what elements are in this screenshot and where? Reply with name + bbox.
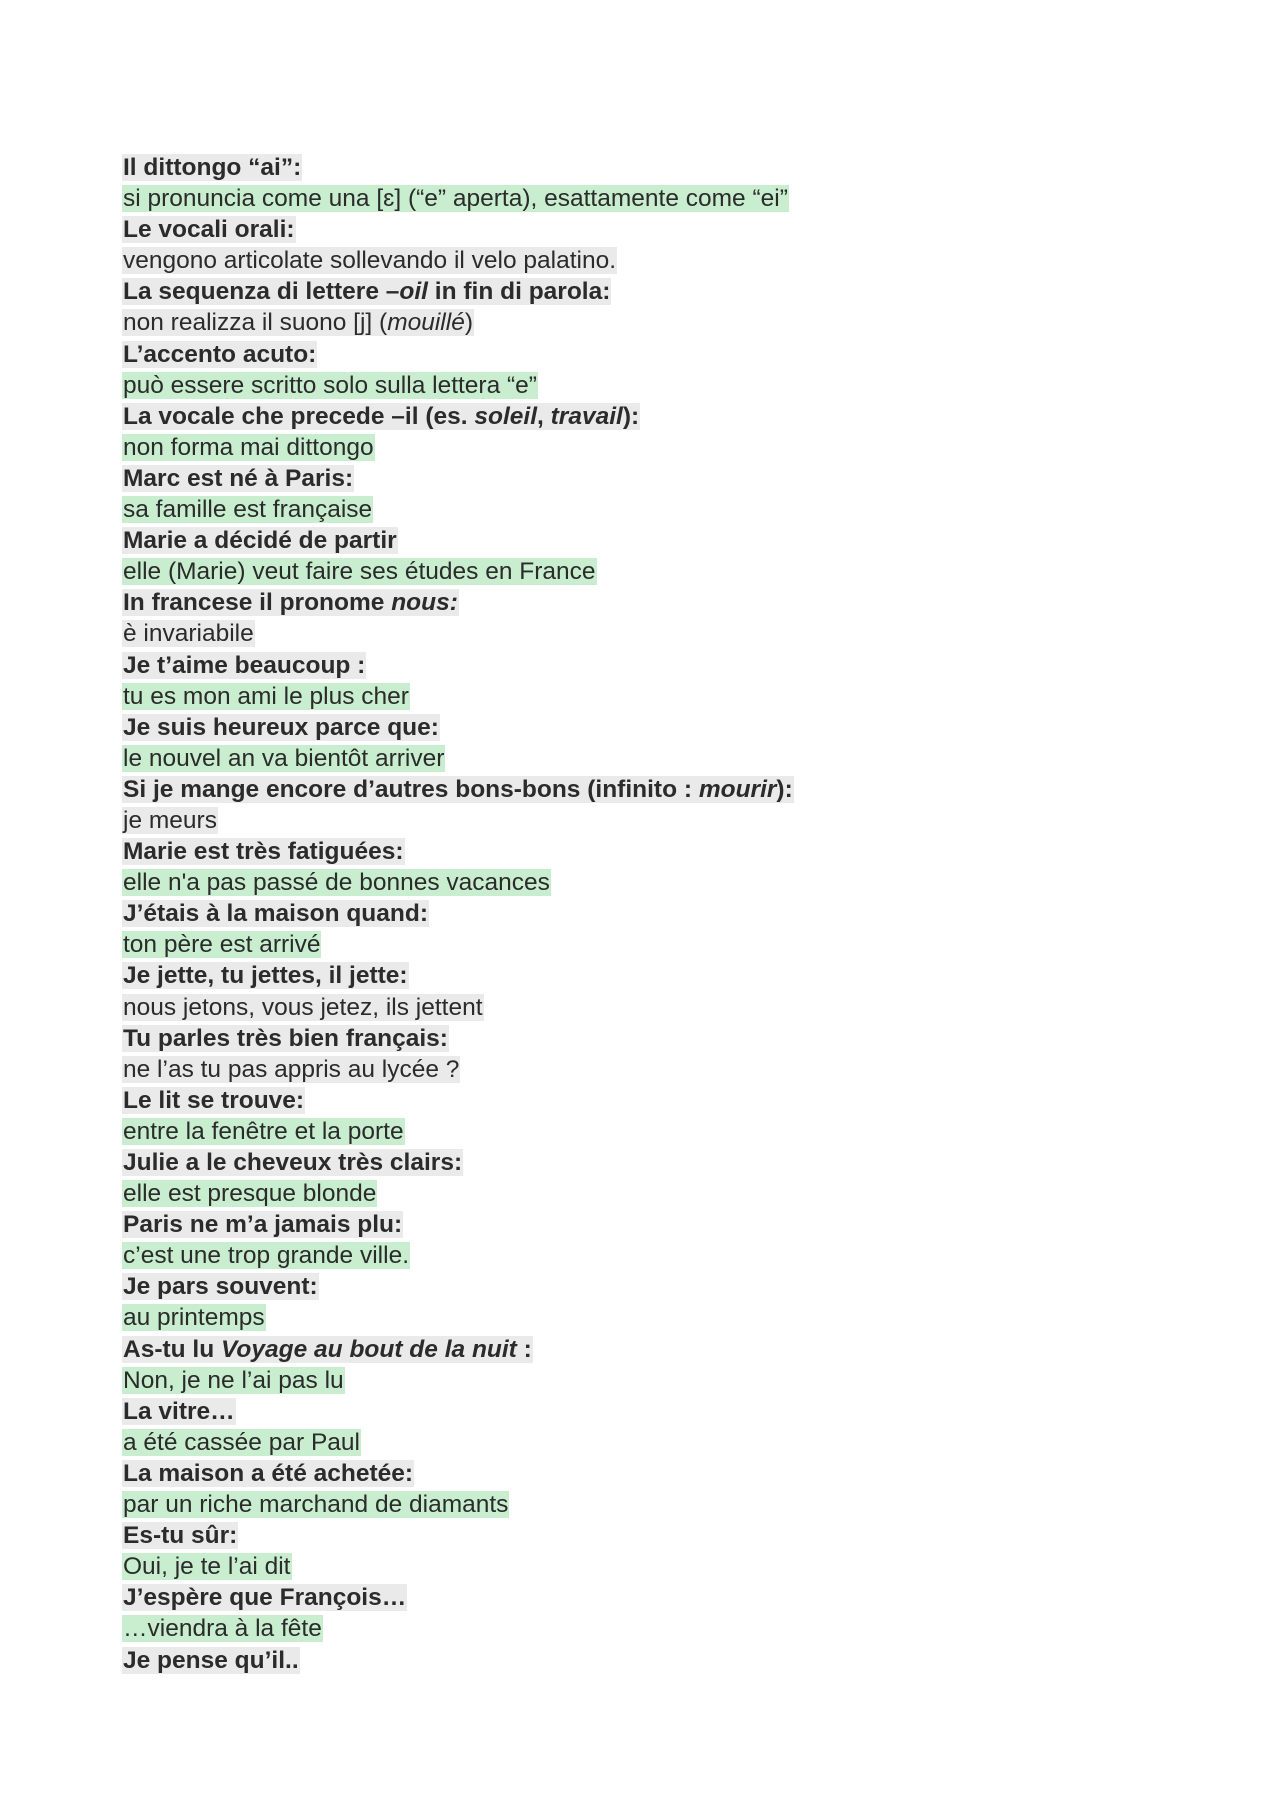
text-segment: sa famille est française [123,496,373,524]
question-line [122,1645,794,1676]
answer-line [122,494,794,525]
question-highlight [122,776,794,803]
question-highlight [122,900,429,927]
text-segment: ): [622,402,640,430]
text-segment: Paris ne m’a jamais plu: [123,1211,403,1239]
question-highlight [122,527,398,554]
text-segment: Je pense qu’il.. [123,1646,299,1674]
question-highlight [122,1273,319,1300]
italic-text-segment: mouillé [387,309,465,337]
answer-line [122,929,794,960]
answer-line [122,1302,794,1333]
answer-highlight [122,620,255,647]
answer-highlight [122,1304,266,1331]
question-highlight [122,278,611,305]
question-highlight [122,216,296,243]
answer-highlight [122,869,551,896]
question-line [122,650,794,681]
text-segment: entre la fenêtre et la porte [123,1117,404,1145]
answer-line [122,1489,794,1520]
text-segment: le nouvel an va bientôt arriver [123,744,445,772]
text-segment: Es-tu sûr: [123,1522,238,1550]
text-segment: La sequenza di lettere – [123,278,400,306]
text-segment: ton père est arrivé [123,931,321,959]
text-segment: …viendra à la fête [123,1615,322,1643]
question-highlight [122,1460,414,1487]
question-highlight [122,962,409,989]
answer-line [122,1054,794,1085]
answer-highlight [122,247,617,274]
text-segment: Je jette, tu jettes, il jette: [123,962,408,990]
question-highlight [122,1025,449,1052]
text-segment: ): [776,775,793,803]
answer-line [122,1116,794,1147]
answer-highlight [122,1615,323,1642]
text-segment: Marc est né à Paris: [123,464,354,492]
question-line [122,152,794,183]
text-segment: a été cassée par Paul [123,1428,360,1456]
question-highlight [122,1087,305,1114]
question-highlight [122,1211,403,1238]
text-segment: J’étais à la maison quand: [123,900,428,928]
answer-line [122,681,794,712]
text-segment: L’accento acuto: [123,340,317,368]
text-segment: Julie a le cheveux très clairs: [123,1149,463,1176]
answer-highlight [122,1056,460,1083]
question-line [122,1334,794,1365]
question-line [122,525,794,556]
answer-highlight [122,1367,345,1394]
italic-text-segment: Voyage au bout de la nuit [221,1335,517,1363]
text-segment: par un riche marchand de diamants [123,1491,509,1519]
text-segment: non forma mai dittongo [123,433,374,461]
question-line [122,1147,794,1178]
question-highlight [122,154,302,181]
answer-highlight [122,1553,292,1580]
question-line [122,1085,794,1116]
text-segment: può essere scritto solo sulla lettera “e” [123,371,537,399]
question-line [122,214,794,245]
answer-line [122,556,794,587]
text-segment: nous jetons, vous jetez, ils jettent [123,993,483,1021]
text-segment: : [516,1335,532,1363]
question-line [122,587,794,618]
text-segment: Marie a décidé de partir [123,527,397,555]
answer-line [122,432,794,463]
answer-line [122,1178,794,1209]
question-highlight [122,403,640,430]
text-segment: in fin di parola: [428,278,611,306]
question-line [122,1209,794,1240]
text-segment: Je suis heureux parce que: [123,713,439,741]
question-highlight [122,1149,463,1176]
question-line [122,339,794,370]
question-line [122,898,794,929]
question-highlight [122,465,354,492]
text-segment: , [537,402,551,430]
question-line [122,401,794,432]
qa-list [122,152,794,1676]
question-line [122,774,794,805]
text-segment: tu es mon ami le plus cher [123,682,409,710]
text-segment: In francese il pronome [123,589,392,617]
text-segment: Le vocali orali: [123,216,295,244]
answer-line [122,245,794,276]
question-highlight [122,1336,533,1363]
italic-text-segment: nous: [391,589,458,617]
question-line [122,960,794,991]
italic-text-segment: oil [399,278,428,306]
text-segment: è invariabile [123,620,254,648]
answer-line [122,992,794,1023]
text-segment: Marie est très fatiguées: [123,838,404,866]
italic-text-segment: soleil [474,402,537,430]
answer-line [122,743,794,774]
question-line [122,1023,794,1054]
question-highlight [122,1522,238,1549]
question-line [122,836,794,867]
italic-text-segment: mourir [698,775,777,803]
text-segment: non realizza il suono [j] ( [123,309,388,337]
text-segment: La vocale che precede –il (es. [123,402,475,430]
answer-highlight [122,1491,509,1518]
answer-highlight [122,558,597,585]
question-highlight [122,1398,236,1425]
answer-line [122,1365,794,1396]
answer-highlight [122,309,474,336]
answer-highlight [122,434,375,461]
text-segment: Je t’aime beaucoup : [123,651,366,679]
text-segment: Tu parles très bien français: [123,1024,448,1052]
text-segment: je meurs [123,806,217,834]
answer-line [122,867,794,898]
text-segment: As-tu lu [123,1335,221,1363]
text-segment: elle (Marie) veut faire ses études en France [123,558,596,586]
question-line [122,712,794,743]
question-line [122,276,794,307]
answer-line [122,1427,794,1458]
answer-line [122,183,794,214]
answer-highlight [122,683,410,710]
question-highlight [122,1647,300,1674]
text-segment: si pronuncia come una [ɛ] (“e” aperta), esattamente come “ei” [123,185,788,213]
answer-line [122,307,794,338]
question-line [122,1396,794,1427]
answer-highlight [122,1429,361,1456]
answer-highlight [122,372,538,399]
question-highlight [122,1584,407,1611]
question-highlight [122,341,317,368]
text-segment: La maison a été achetée: [123,1459,414,1487]
answer-highlight [122,1118,405,1145]
text-segment: c’est une trop grande ville. [123,1242,409,1270]
text-segment: vengono articolate sollevando il velo palatino. [123,247,617,275]
text-segment: Il dittongo “ai”: [123,154,302,181]
question-highlight [122,714,440,741]
answer-highlight [122,931,321,958]
answer-highlight [122,994,484,1021]
text-segment: Si je mange encore d’autres bons-bons (infinito : [123,775,699,803]
text-segment: Le lit se trouve: [123,1086,305,1114]
answer-line [122,805,794,836]
question-highlight [122,652,366,679]
answer-highlight [122,745,445,772]
question-line [122,463,794,494]
question-line [122,1582,794,1613]
answer-highlight [122,1180,377,1207]
answer-line [122,618,794,649]
answer-highlight [122,496,373,523]
italic-text-segment: travail [550,402,623,430]
answer-line [122,1240,794,1271]
answer-line [122,370,794,401]
text-segment: ) [464,309,473,337]
question-line [122,1271,794,1302]
question-line [122,1520,794,1551]
text-segment: Non, je ne l’ai pas lu [123,1366,344,1394]
text-segment: La vitre… [123,1397,235,1425]
question-highlight [122,589,459,616]
answer-line [122,1551,794,1582]
question-line [122,1458,794,1489]
text-segment: J’espère que François… [123,1584,407,1612]
answer-highlight [122,1242,410,1269]
answer-highlight [122,185,789,212]
question-highlight [122,838,405,865]
text-segment: elle est presque blonde [123,1180,377,1208]
text-segment: au printemps [123,1304,265,1332]
answer-line [122,1613,794,1644]
answer-highlight [122,807,218,834]
text-segment: Oui, je te l’ai dit [123,1553,291,1581]
text-segment: Je pars souvent: [123,1273,318,1301]
text-segment: elle n'a pas passé de bonnes vacances [123,869,550,897]
text-segment: ne l’as tu pas appris au lycée ? [123,1055,460,1083]
